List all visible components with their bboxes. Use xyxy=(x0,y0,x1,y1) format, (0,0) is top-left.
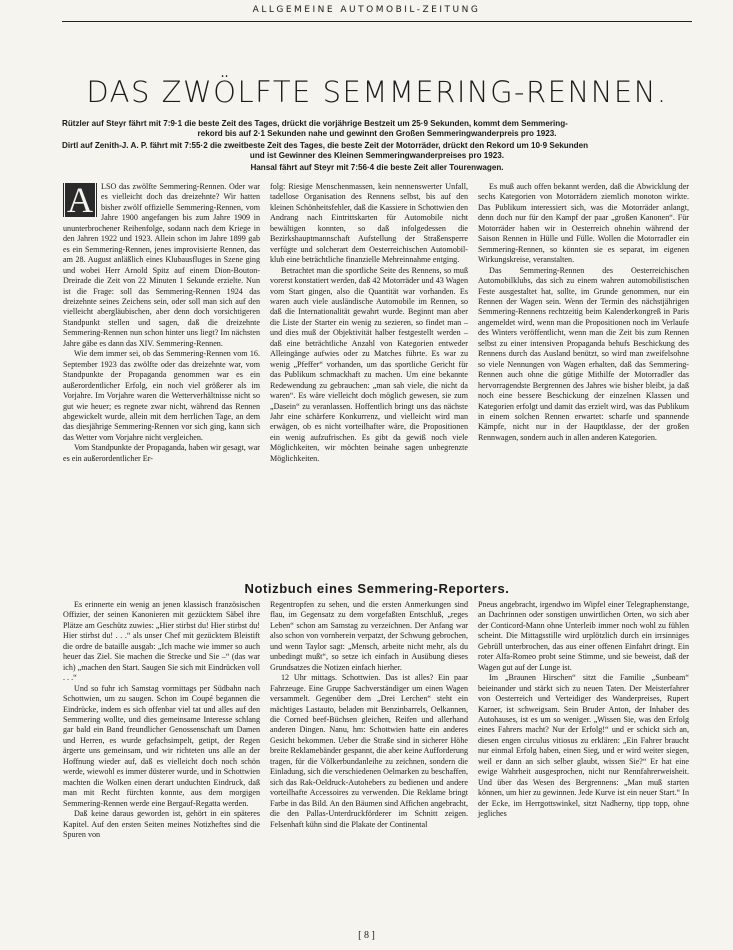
section2-column-1 xyxy=(63,600,260,840)
paragraph: LSO das zwölfte Semmering-Rennen. Oder war es vielleicht doch das dreizehnte? Wir hatten bisher zwölf offizielle Semmering-Rennen, vom Jahre 1900 angefangen bis zum Jahre 1909 in ununterbrochener Reihenfolge, sodann nach dem Kriege in den Jahren 1922 und 1923. Allein schon im Jahre 1899 gab es ein Semmering-Rennen, jenes improvisierte Rennen, das am 28. August anläßlich eines Klubausfluges in Szene ging und wobei Herr Arnold Spitz auf einem Dion-Bouton-Dreirade die Zeit von 22 Minuten 1 Sekunde erzielte. Nun ist die Frage: soll das Semmering-Rennen 1924 das dreizehnte seines Zeichens sein, oder soll man sich auf den vielleicht abergläubischen, aber denn doch vorsichtigeren Standpunkt stellen und sagen, daß die dreizehnte Semmering-Rennen nun schon hinter uns liegt? Im nächsten Jahre gäbe es dann das XIV. Semmering-Rennen. xyxy=(63,182,260,348)
column-3 xyxy=(478,182,689,443)
subheadline-2: rekord bis auf 2·1 Sekunden nahe und gewinnt den Großen Semmeringwanderpreis pro 1923. xyxy=(197,129,557,138)
subheadline-5: Hansal fährt auf Steyr mit 7:56·4 die beste Zeit aller Tourenwagen. xyxy=(250,163,504,172)
column-2 xyxy=(270,182,468,464)
article-title: DAS ZWÖLFTE SEMMERING-RENNEN. xyxy=(86,75,668,109)
paragraph: Das Semmering-Rennen des Oesterreichischen Automobilklubs, das sich zu einem wahren automobilistischen Feste ausgestaltet hat, sollte, im Grunde genommen, nur ein Rennen der Wagen sein. Wenn der Termin des nächstjährigen Semmering-Rennens rechtzeitig beim Kalenderkongreß in Paris angemeldet wird, wenn man die Propositionen noch im Verlaufe des Winters veröffentlicht, wenn man die Zeit bis zum Rennen selbst zu einer intensiven Propaganda behufs Beschickung des Rennens durch das Ausland benützt, so wird man zweifelsohne so viele Nennungen von Wagen erhalten, daß das Semmering-Rennen auch ohne die gütige Mithilfe der Motorradler das hervorragendste Bergrennen des Jahres wie bisher bleibt, ja daß noch eine bessere Beschickung der einzelnen Klassen und Kategorien erfolgt und damit das erzielt wird, was das Publikum in einem solchen Rennen erwartet: scharfe und spannende Kämpfe, nicht nur in der Hauptklasse, der der großen Rennwagen, sondern auch in allen anderen Kategorien. xyxy=(478,265,689,442)
subheadline-1: Rützler auf Steyr fährt mit 7:9·1 die beste Zeit des Tages, drückt die vorjährige Bestzeit um 25·9 Sekunden, kommt dem Semmering- xyxy=(62,119,568,128)
page-number: [ 8 ] xyxy=(358,930,375,941)
paragraph: Wie dem immer sei, ob das Semmering-Rennen vom 16. September 1923 das zwölfte oder das dreizehnte war, vom Standpunkte der Propaganda genommen war es ein außerordentlicher Erfolg, ein noch viel größerer als im Vorjahre. Im Vorjahre waren die Wetterverhältnisse nicht so gut wie heuer; es regnete zwar nicht, während das Rennen abgewickelt wurde, allein mit dem herrlichen Tage, an dem das diesjährige Semmering-Rennen vor sich ging, kann sich das Wetter vom Vorjahre nicht vergleichen. xyxy=(63,349,260,442)
paragraph: folg: Riesige Menschenmassen, kein nennenswerter Unfall, tadellose Organisation des Rennens selbst, bis auf den kleinen Schönheitsfehler, daß die Kassiere in Schottwien den Andrang nach Eintrittskarten für Automobile nicht bewältigen konnten, so daß infolgedessen die Bezirkshauptmannschaft Aufstellung der Straßensperre verfügte und solcherart dem Oesterreichischen Automobil-klub eine beträchtliche finanzielle Mehreinnahme entging. xyxy=(270,182,468,265)
dropcap: A xyxy=(63,183,97,217)
section2-column-2 xyxy=(270,600,468,830)
running-head: ALLGEMEINE AUTOMOBIL-ZEITUNG xyxy=(252,5,481,15)
paragraph: Es muß auch offen bekannt werden, daß die Abwicklung der sechs Kategorien von Motorrädern ziemlich monoton wirkte. Das Publikum interessiert sich, was die Motorräder anlangt, denn doch nur für den Kampf der paar „großen Kanonen“. Für Motorräder haben wir in Oesterreich ohnehin während der Saison Rennen in Hülle und Fülle. Wollen die Motorradler ein Semmering-Rennen, so könnten sie es separat, im eigenen Wirkungskreise, veranstalten. xyxy=(478,182,689,265)
paragraph: Regentropfen zu sehen, und die ersten Anmerkungen sind flau, im Gegensatz zu dem vorgefaßten Entschluß, „reges Leben“ schon am Samstag zu verzeichnen. Der Anfang war also schon von vornherein verpatzt, der Schwung gebrochen, und wenn Taylor sagt: „Mensch, arbeite nicht mehr, als du unbedingt mußt“, so setze ich einfach in Ausübung dieses Grundsatzes die Notizen einfach hierher. xyxy=(270,600,468,672)
subheadline-3: Dirtl auf Zenith-J. A. P. fährt mit 7:55·2 die zweitbeste Zeit des Tages, die beste Zeit der Motorräder, drückt den Rekord um 10·9 Sekunden xyxy=(62,141,589,150)
section2-column-3 xyxy=(478,600,689,820)
paragraph: Und so fuhr ich Samstag vormittags per Südbahn nach Schottwien, um zu saugen. Schon im Coupé begannen die Eindrücke, indem es sich offenbar viel tat und alles auf den Semmering wollte, und dies gemeinsame Interesse schlang gar bald ein Band freundlicher Genossenschaft um Damen und Herren, es wurde gefachsimpelt, getipt, der Regen ärgerte uns gemeinsam, und wir richteten uns alle an der Hoffnung wieder auf, daß es vielleicht doch noch schön werde, wiewohl es immer düsterer wurde, und in Schottwien machten die Wolken einen derart unduchten Eindruck, daß man mit Recht fürchten konnte, aus dem morgigen Semmering-Rennen werde eine Bergauf-Regatta werden. xyxy=(63,683,260,808)
paragraph: Pneus angebracht, irgendwo im Wipfel einer Telegraphenstange, an Dachrinnen oder sonstigen unwirtlichen Orten, wo sich aber der Conticord-Mann ohne Unterleib immer noch wohl zu fühlen scheint. Die Mittagsstille wird urplötzlich durch ein irrsinniges Gebrüll unterbrochen, das aus einer offenen Einfahrt dringt. Ein roter Alfa-Romeo probt seine Stimme, und sie beweist, daß der Wagen gut auf der Lunge ist. xyxy=(478,600,689,672)
paragraph: Es erinnerte ein wenig an jenen klassisch französischen Offizier, der seinen Kanonieren mit gezücktem Säbel ihre Plätze am Geschütz zuwies: „Hier stirbst du! Hier stirbst du! Hier stirbst du! . . .“ als unser Chef mit gezücktem Bleistift die ordre de bataille ausgab: „Ich mache wie immer so auch heuer das Ziel. Sie machen die Strecke und Sie –“ (das war ich) „machen den Start. Saugen Sie sich mit Eindrücken voll . . .“ xyxy=(63,600,260,683)
paragraph: Vom Standpunkte der Propaganda, haben wir gesagt, war es ein außerordentlicher Er- xyxy=(63,443,260,463)
subheadline-4: und ist Gewinner des Kleinen Semmeringwanderpreises pro 1923. xyxy=(249,151,505,160)
paragraph: 12 Uhr mittags. Schottwien. Das ist alles? Ein paar Fahrzeuge. Eine Gruppe Sachverständiger um einen Wagen versammelt. Gegenüber dem „Drei Lerchen“ steht ein mächtiges Lastauto, beladen mit Benzinbarrels, Oelkannen, die Corned beef-Büchsen gleichen, Reifen und allerhand anderen Dingen. Nanu, hm: Schottwien hatte ein anderes Gesicht bekommen. Ueber die Straße sind in sicherer Höhe breite Reklamebänder gespannt, die aber keine Aufforderung tragen, für die Völkerbundanleihe zu zeichnen, sondern die Einladung, sich die verschiedenen Oelmarken zu beschaffen, sich das Rak-Oeldruck-Autohebers zu bedienen und andere vorteilhafte Accessoires zu verwenden. Die Reklame bringt Farbe in das Bild. An den Bäumen sind Affichen angebracht, die den Pallas-Unterdruckförderer im Schnitt zeigen. Felsenhaft kühn sind die Plakate der Continental xyxy=(270,673,468,829)
header-rule xyxy=(62,21,692,22)
column-1 xyxy=(63,182,260,464)
section-title: Notizbuch eines Semmering-Reporters. xyxy=(244,581,510,596)
paragraph: Im „Braunen Hirschen“ sitzt die Familie „Sunbeam“ beieinander und stärkt sich zu neuen Taten. Der Meisterfahrer von Oesterreich und Verteidiger des Wanderpreises, Rupert Karner, ist schweigsam. Sein Bruder Anton, der Inhaber des Autohauses, ist es um so weniger. „Wissen Sie, was den Erfolg eines Fahrers macht? Nur der Erfolg!“ und er schickt sich an, diesen engen circulus vitiosus zu erklären: „Ein Fahrer braucht nur einmal Erfolg haben, einen Sieg, und er wird weiter siegen, weil er dann an sich selber glaubt, wissen Sie?“ Er hat eine ewige Wahrheit ausgesprochen, nicht nur Rennfahrerweisheit. Und über das Wesen des Bergrennens: „Man muß starten können, um hier zu gewinnen. Jede Kurve ist ein neuer Start.“ In der Ecke, im Herrgottswinkel, sitzt Nadherny, tipp topp, ohne jegliches xyxy=(478,673,689,819)
paragraph: Betrachtet man die sportliche Seite des Rennens, so muß vorerst konstatiert werden, daß 42 Motorräder und 43 Wagen vom Start gingen, also die Quantität war vorhanden. Es waren auch viele ausländische Automobile im Rennen, so daß die Internationalität gewahrt wurde. Beginnt man aber die Liste der Starter ein wenig zu sezieren, so findet man – und dies muß der Objektivität halber festgestellt werden – daß eine beträchtliche Anzahl von Kategorien entweder Alleingänge aufwies oder zu Matches führte. Es war zu wenig „Pfeffer“ vorhanden, um das sportliche Gericht für das Publikum schmackhaft zu machen. Um eine bekannte Redewendung zu gebrauchen: „man sah viele, die nicht da waren“. Es wäre vielleicht doch möglich gewesen, sie zum „Dasein“ zu veranlassen. Hoffentlich bringt uns das nächste Jahr eine schärfere Konkurrenz, und vielleicht wird man erwägen, ob es nicht vorteilhafter wäre, die Propositionen ein wenig aufzufrischen. Es gibt da gewiß noch viele Möglichkeiten, wir möchten beinahe sagen unbegrenzte Möglichkeiten. xyxy=(270,265,468,463)
paragraph: Daß keine daraus geworden ist, gehört in ein späteres Kapitel. Auf den ersten Seiten meines Notizheftes sind die Spuren von xyxy=(63,809,260,839)
